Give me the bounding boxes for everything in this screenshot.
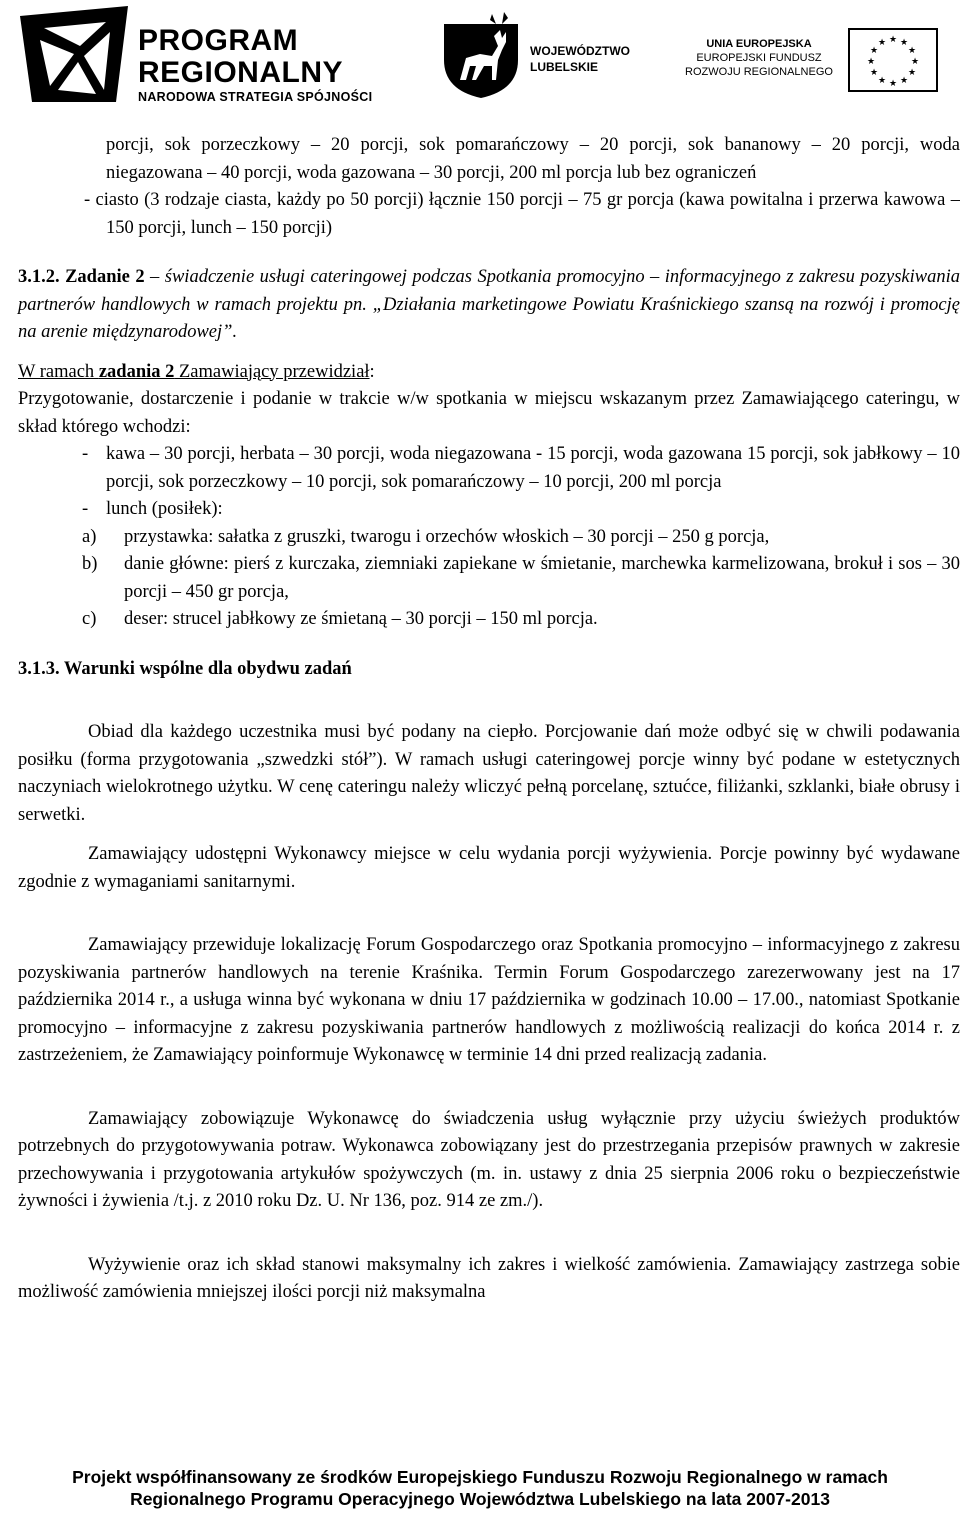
paragraph-serving: Obiad dla każdego uczestnika musi być podany na ciepło. Porcjowanie dań może odbyć się w chwili podawania posiłku (forma przygotowania „szwedzki stół”). W ramach usługi cateringowej porcje winny być podane w estetycznych naczyniach wielokrotnego użytku. W cenę cateringu należy wliczyć pełną porcelanę, sztućce, filiżanki, szklanki, białe obrusy i serwetki. [18,722,960,825]
list-item [18,551,960,606]
svg-text:★: ★ [888,34,898,44]
task2-intro-colon: : [369,361,375,382]
svg-text:★: ★ [910,56,920,66]
list-item-text: przystawka: sałatka z gruszki, twarogu i orzechów włoskich – 30 porcji – 250 g porcja, [124,526,770,547]
paragraph-obligations: Zamawiający zobowiązuje Wykonawcę do świadczenia usług wyłącznie przy użyciu świeżych produktów potrzebnych do przygotowywania potraw. Wykonawca zobowiązany jest do przestrzegania przepisów prawnych w zakresie przechowywania i przygotowania artykułów spożywczych (m. in. ustawy z dnia 25 sierpnia 2006 roku o bezpieczeństwie żywności i żywienia /t.j. z 2010 roku Dz. U. Nr 136, poz. 914 ze zm./). [18,1108,960,1211]
section-number: 3.1.2. [18,267,60,287]
task2-intro-text1: W ramach [18,361,99,382]
footer-line2: Regionalnego Programu Operacyjnego Województwa Lubelskiego na lata 2007-2013 [130,1489,830,1509]
svg-text:★: ★ [888,78,898,88]
paragraph-schedule: Zamawiający przewiduje lokalizację Forum Gospodarczego oraz Spotkania promocyjno – informacyjnego z zakresu pozyskiwania partnerów handlowych na terenie Kraśnika. Termin Forum Gospodarczego zarezerwowany jest na 17 października 2014 r., a usługa winna być wykonana w dniu 17 października w godzinach 10.00 – 17.00., natomiast Spotkanie promocyjno – informacyjne z zakresu pozyskiwania partnerów handlowych z możliwością realizacji do końca 2014 r. z zastrzeżeniem, że Zamawiający poinformuje Wykonawcę w terminie 14 dni przed realizacją zadania. [18,935,960,1065]
list-item-label: - [82,444,89,464]
deer-coat-of-arms-icon [440,10,522,100]
page-footer [0,1466,960,1510]
section-3-1-3-heading [18,656,960,684]
eu-logo-line2: EUROPEJSKI FUNDUSZ [696,52,822,64]
task2-intro-bold: zadania 2 [98,361,175,382]
wojewodztwo-lubelskie-logo [440,10,640,100]
task2-intro-text2: Zamawiający przewidział [174,361,370,382]
list-item-text: lunch (posiłek): [106,499,223,519]
list-item-label: - [82,499,89,519]
list-item [18,606,960,634]
svg-text:★: ★ [869,45,879,55]
section-title: Warunki wspólne dla obydwu zadań [63,658,352,679]
lunch-items-list [18,524,960,634]
svg-text:★: ★ [899,75,909,85]
eu-logo-line3: ROZWOJU REGIONALNEGO [685,66,833,78]
svg-text:★: ★ [877,37,887,47]
svg-text:★: ★ [877,75,887,85]
list-item [18,441,960,496]
paragraph-location: Zamawiający udostępni Wykonawcy miejsce w celu wydania porcji wyżywienia. Porcje powinny być wydawane zgodnie z wymaganiami sanitarnymi. [18,844,960,892]
svg-text:★: ★ [907,45,917,55]
region-logo-line1: WOJEWÓDZTWO [530,44,630,58]
eu-logo-line1: UNIA EUROPEJSKA [706,38,812,50]
program-regionalny-logo [20,4,400,104]
list-item-label: b) [82,554,98,574]
program-regionalny-emblem-icon [20,6,130,104]
beverages-continuation: porcji, sok porzeczkowy – 20 porcji, sok pomarańczowy – 20 porcji, sok bananowy – 20 porcji, woda niegazowana – 40 porcji, woda gazowana – 30 porcji, 200 ml porcja lub bez ograniczeń [106,135,960,183]
svg-text:★: ★ [907,67,917,77]
list-item [18,524,960,552]
section-title-italic: – świadczenie usługi cateringowej podczas Spotkania promocyjno – informacyjnego z zakresu pozyskiwania partnerów handlowych w ramach projektu pn. „Działania marketingowe Powiatu Kraśnickiego szansą na rozwój i promocję na arenie międzynarodowej”. [18,267,960,342]
list-item-text: danie główne: pierś z kurczaka, ziemniaki zapiekane w śmietanie, marchewka karmelizowana, brokuł i sos – 30 porcji – 450 gr porcja, [124,554,960,602]
task2-intro-underlined [18,362,370,382]
section-title-bold: Zadanie 2 [65,267,145,287]
svg-text:★: ★ [899,37,909,47]
page-header [0,0,960,110]
svg-text:★: ★ [869,67,879,77]
section-3-1-2-heading [18,264,960,347]
list-item-label: a) [82,526,97,547]
list-item-label: c) [82,609,97,629]
footer-line1: Projekt współfinansowany ze środków Europejskiego Funduszu Rozwoju Regionalnego w ramach [72,1467,888,1487]
eu-fund-logo [672,28,942,98]
eu-flag-icon [848,28,938,92]
task2-items-list [18,441,960,524]
task2-intro [18,359,960,387]
cake-item: - ciasto (3 rodzaje ciasta, każdy po 50 porcji) łącznie 150 porcji – 75 gr porcja (kawa powitalna i przerwa kawowa – 150 porcji, lunch – 150 porcji) [84,190,960,238]
paragraph-scope: Wyżywienie oraz ich skład stanowi maksymalny ich zakres i wielkość zamówienia. Zamawiający zastrzega sobie możliwość zamówienia mniejszej ilości porcji niż maksymalna [18,1254,960,1302]
program-logo-line1: PROGRAM [138,24,299,57]
region-logo-line2: LUBELSKIE [530,60,599,74]
section-number: 3.1.3. [18,658,60,679]
list-item-text: kawa – 30 porcji, herbata – 30 porcji, woda niegazowana - 15 porcji, woda gazowana 15 porcji, sok jabłkowy – 10 porcji, sok porzeczkowy – 10 porcji, sok pomarańczowy – 10 porcji, 200 ml porcja [106,444,960,492]
task2-description: Przygotowanie, dostarczenie i podanie w trakcie w/w spotkania w miejscu wskazanym przez Zamawiającego cateringu, w skład którego wchodzi: [18,389,960,437]
program-logo-line3: NARODOWA STRATEGIA SPÓJNOŚCI [138,90,373,104]
list-item [18,496,960,524]
svg-text:★: ★ [866,56,876,66]
list-item-text: deser: strucel jabłkowy ze śmietaną – 30 porcji – 150 ml porcja. [124,609,598,629]
document-body [18,132,960,1307]
program-logo-line2: REGIONALNY [138,56,344,89]
